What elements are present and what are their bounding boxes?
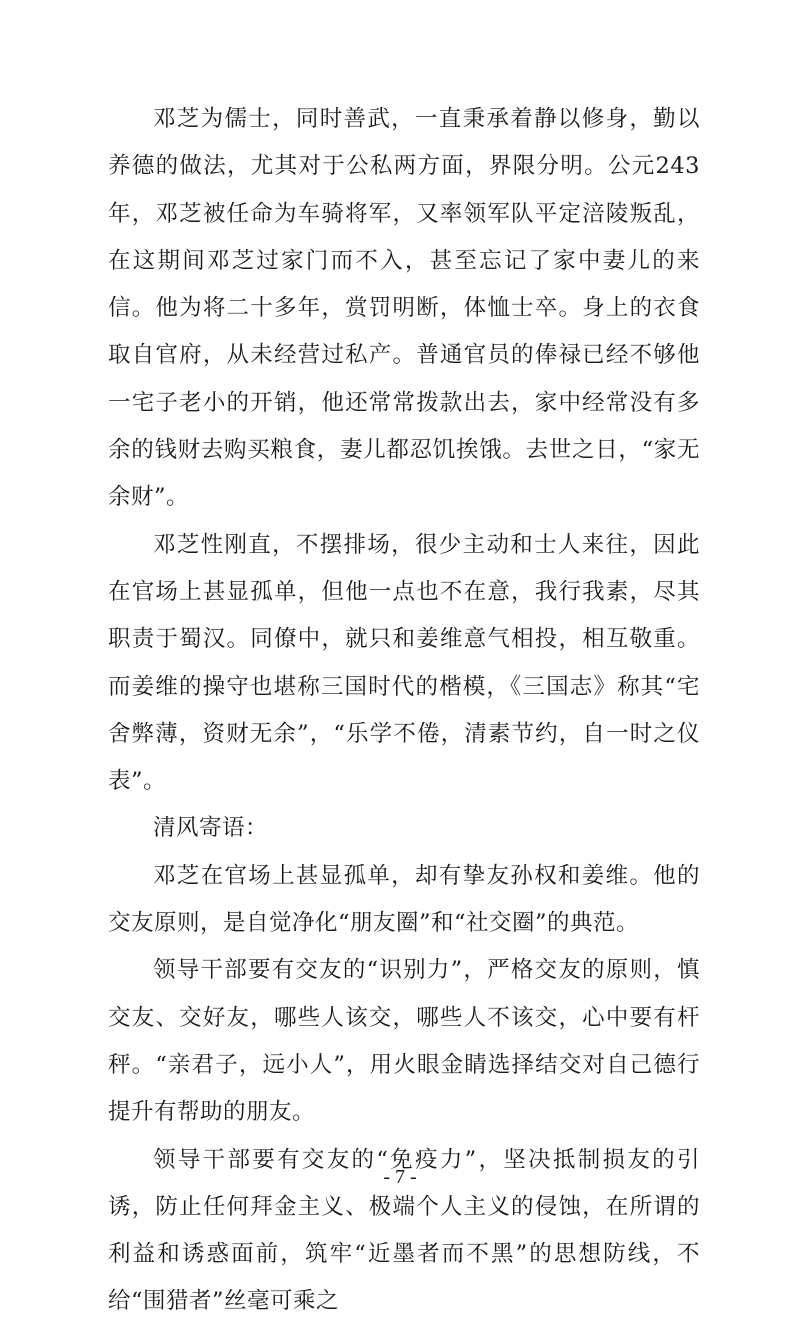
section-heading-qingfeng-jiyu: 清风寄语： xyxy=(153,815,269,842)
page-number: - 7 - xyxy=(383,1166,417,1188)
paragraph-deng-zhi-integrity: 邓芝为儒士，同时善武，一直秉承着静以修身，勤以养德的做法，尤其对于公私两方面，界限分明。公元243年，邓芝被任命为车骑将军，又率领军队平定涪陵叛乱，在这期间邓芝过家门而不入，甚至忘记了家中妻儿的来信。他为将二十多年，赏罚明断，体恤士卒。身上的衣食取自官府，从未经营过私产。普通官员的俸禄已经不够他一宅子老小的开销，他还常常拨款出去，家中经常没有多余的钱财去购买粮食，妻儿都忍饥挨饿。去世之日，“家无余财”。 xyxy=(108,106,700,511)
paragraph-immunity: 领导干部要有交友的“免疫力”，坚决抵制损友的引诱，防止任何拜金主义、极端个人主义的侵蚀，在所谓的利益和诱惑面前，筑牢“近墨者而不黑”的思想防线，不给“围猎者”丝毫可乘之 xyxy=(108,1146,700,1315)
paragraph-deng-zhi-character: 邓芝性刚直，不摆排场，很少主动和士人来往，因此在官场上甚显孤单，但他一点也不在意，我行我素，尽其职责于蜀汉。同僚中，就只和姜维意气相投，相互敬重。而姜维的操守也堪称三国时代的楷模，《三国志》称其“宅舍弊薄，资财无余”，“乐学不倦，清素节约，自一时之仪表”。 xyxy=(108,531,700,795)
paragraph-discernment: 领导干部要有交友的“识别力”，严格交友的原则，慎交友、交好友，哪些人该交，哪些人不该交，心中要有杆秤。“亲君子，远小人”，用火眼金睛选择结交对自己德行提升有帮助的朋友。 xyxy=(108,957,700,1126)
paragraph-friendship-principle: 邓芝在官场上甚显孤单，却有挚友孙权和姜维。他的交友原则，是自觉净化“朋友圈”和“社交圈”的典范。 xyxy=(108,862,700,937)
body-text xyxy=(108,96,700,1326)
